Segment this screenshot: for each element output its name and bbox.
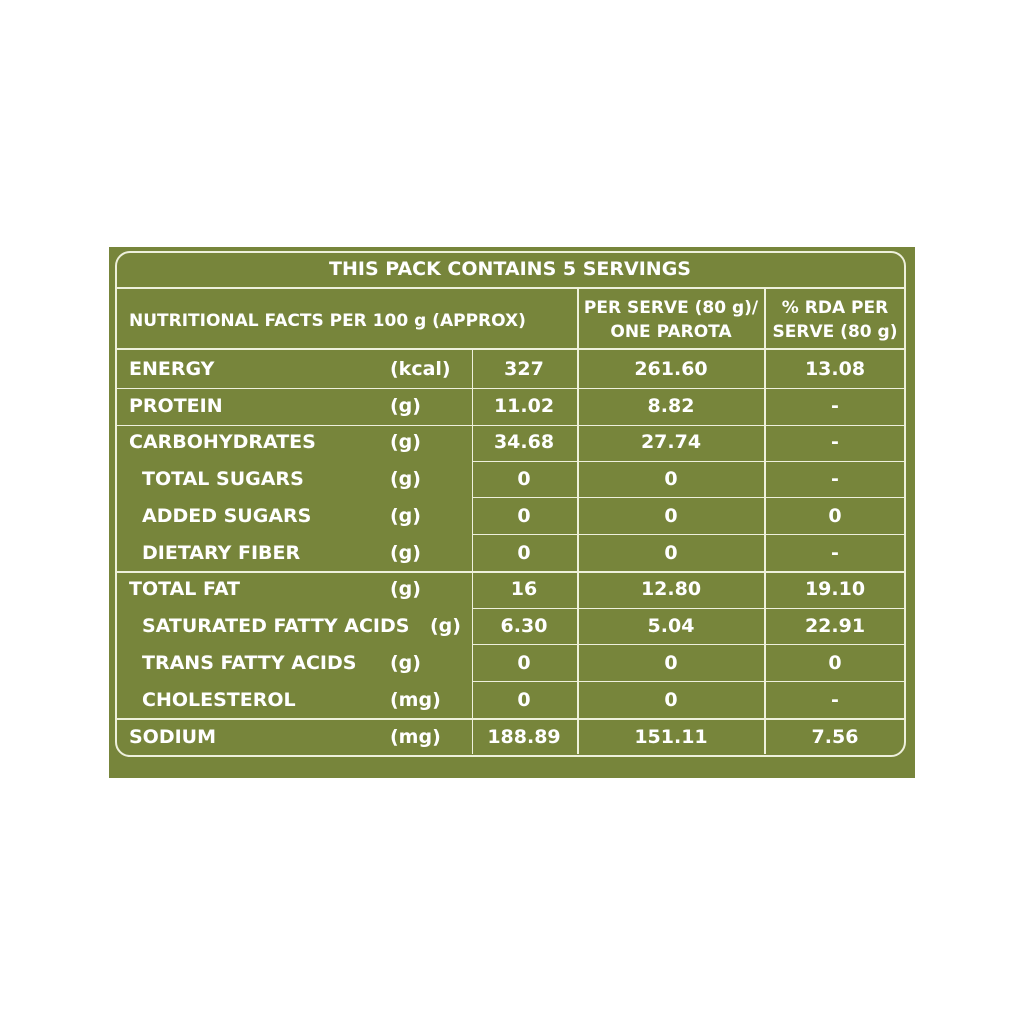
nutrient-name: SODIUM <box>129 726 217 748</box>
header-rda-line1: % RDA PER <box>781 298 889 318</box>
nutrient-name: SATURATED FATTY ACIDS <box>142 615 410 637</box>
sub-divider-added-sugars <box>473 534 905 535</box>
header-nutritional-facts: NUTRITIONAL FACTS PER 100 g (APPROX) <box>129 311 526 331</box>
sub-divider-trans <box>473 681 905 682</box>
per-serve-value: 151.11 <box>634 726 708 748</box>
per100-value: 34.68 <box>493 431 555 453</box>
nutrient-name: TRANS FATTY ACIDS <box>142 652 357 674</box>
per-serve-value: 0 <box>664 505 678 527</box>
nutrient-unit: (g) <box>390 468 421 490</box>
nutrient-unit: (g) <box>390 542 421 564</box>
nutrient-unit: (kcal) <box>390 358 451 380</box>
per100-value: 0 <box>517 542 531 564</box>
rda-value: - <box>831 468 839 490</box>
nutrient-name: ADDED SUGARS <box>142 505 312 527</box>
servings-title: THIS PACK CONTAINS 5 SERVINGS <box>329 258 691 280</box>
fat-section-divider <box>116 718 905 720</box>
nutrient-name: DIETARY FIBER <box>142 542 301 564</box>
nutrient-unit: (g) <box>390 652 421 674</box>
sub-divider-total-fat <box>473 608 905 609</box>
per-serve-value: 8.82 <box>647 395 695 417</box>
nutrient-unit: (g) <box>430 615 461 637</box>
energy-divider <box>116 388 905 389</box>
per-serve-value: 0 <box>664 468 678 490</box>
nutrient-name: CARBOHYDRATES <box>129 431 316 453</box>
nutrient-name: TOTAL FAT <box>129 578 241 600</box>
nutrient-name: ENERGY <box>129 358 215 380</box>
header-divider <box>116 348 905 350</box>
per100-value: 188.89 <box>487 726 561 748</box>
header-rda-line2: SERVE (80 g) <box>772 322 898 342</box>
nutrient-unit: (mg) <box>390 726 441 748</box>
nutrient-unit: (g) <box>390 578 421 600</box>
per100-value: 11.02 <box>493 395 555 417</box>
nutrient-unit: (g) <box>390 505 421 527</box>
header-per-serve-line1: PER SERVE (80 g)/ <box>583 298 759 318</box>
per100-value: 16 <box>510 578 538 600</box>
per100-value: 0 <box>517 505 531 527</box>
nutrient-unit: (mg) <box>390 689 441 711</box>
rda-value: 0 <box>828 652 842 674</box>
rda-value: 19.10 <box>804 578 866 600</box>
per100-value: 0 <box>517 652 531 674</box>
sub-divider-total-sugars <box>473 497 905 498</box>
per100-value: 0 <box>517 468 531 490</box>
per100-value: 327 <box>504 358 544 380</box>
per100-value: 0 <box>517 689 531 711</box>
rda-value: 13.08 <box>804 358 866 380</box>
rda-value: - <box>831 395 839 417</box>
per100-value: 6.30 <box>500 615 548 637</box>
column-divider-per100-left <box>472 349 473 754</box>
nutrient-unit: (g) <box>390 395 421 417</box>
title-divider <box>116 287 905 289</box>
nutrient-unit: (g) <box>390 431 421 453</box>
rda-value: - <box>831 431 839 453</box>
per-serve-value: 0 <box>664 542 678 564</box>
nutrient-name: PROTEIN <box>129 395 223 417</box>
nutrient-name: CHOLESTEROL <box>142 689 296 711</box>
per-serve-value: 27.74 <box>640 431 702 453</box>
rda-value: - <box>831 542 839 564</box>
sub-divider-carbohydrates <box>473 461 905 462</box>
sub-divider-saturated <box>473 644 905 645</box>
per-serve-value: 0 <box>664 652 678 674</box>
protein-divider <box>116 425 905 426</box>
rda-value: 22.91 <box>804 615 866 637</box>
header-per-serve-line2: ONE PAROTA <box>610 322 732 342</box>
column-divider-rda-left <box>764 288 766 754</box>
nutrient-name: TOTAL SUGARS <box>142 468 304 490</box>
per-serve-value: 0 <box>664 689 678 711</box>
rda-value: 0 <box>828 505 842 527</box>
per-serve-value: 5.04 <box>647 615 695 637</box>
rda-value: - <box>831 689 839 711</box>
per-serve-value: 12.80 <box>640 578 702 600</box>
rda-value: 7.56 <box>811 726 859 748</box>
column-divider-per-serve-left <box>577 288 579 754</box>
per-serve-value: 261.60 <box>634 358 708 380</box>
carbohydrates-section-divider <box>116 571 905 573</box>
